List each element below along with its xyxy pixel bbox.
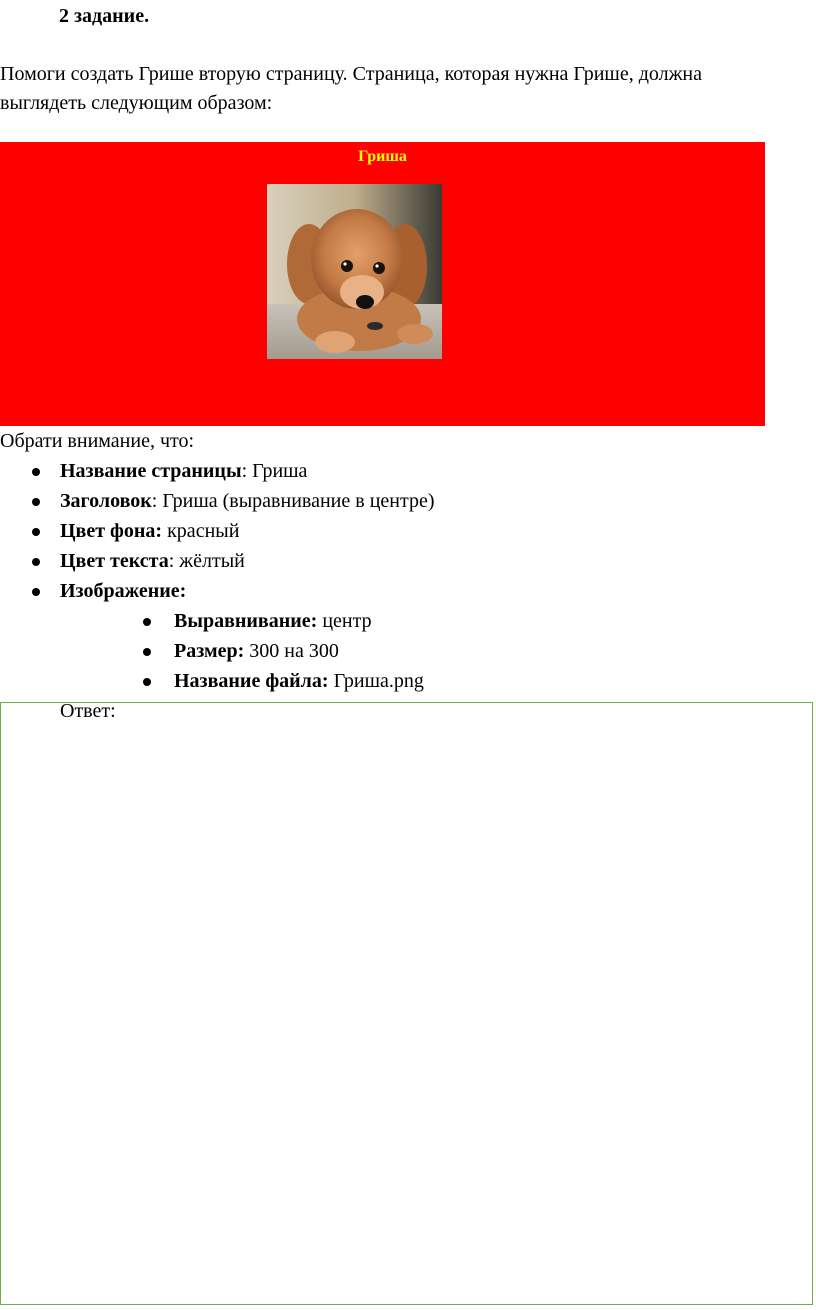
sublist-bullet xyxy=(143,648,151,656)
item-value: красный xyxy=(167,520,240,542)
item-label: Цвет текста xyxy=(60,550,169,572)
list-item: Заголовок: Гриша (выравнивание в центре) xyxy=(60,490,435,512)
sublist-item xyxy=(174,670,424,693)
item-label: Выравнивание: xyxy=(174,610,318,632)
preview-heading: Гриша xyxy=(358,148,407,165)
intro-text: Помоги создать Грише вторую страницу. Страница, которая нужна Грише, должна выглядеть следующим образом: xyxy=(0,63,702,114)
list-bullet xyxy=(32,468,40,476)
list-item: Цвет текста: жёлтый xyxy=(60,550,245,572)
item-value: центр xyxy=(322,610,372,632)
list-bullet xyxy=(32,528,40,536)
sublist-bullet xyxy=(143,678,151,686)
item-label: Изображение: xyxy=(60,580,187,602)
list-bullet xyxy=(32,558,40,566)
item-value: жёлтый xyxy=(179,550,245,572)
note-text: Обрати внимание, что: xyxy=(0,430,195,452)
item-label: Название файла: xyxy=(174,670,329,692)
item-value: 300 на 300 xyxy=(249,640,339,662)
page-preview xyxy=(0,142,765,426)
list-item xyxy=(60,580,186,603)
list-bullet xyxy=(32,588,40,596)
item-label: Заголовок xyxy=(60,490,152,512)
item-label: Размер: xyxy=(174,640,245,662)
puppy-photo xyxy=(267,184,442,359)
task-title: 2 задание. xyxy=(59,5,150,27)
item-value: Гриша (выравнивание в центре) xyxy=(162,490,435,512)
sublist-item xyxy=(174,610,372,633)
answer-label: Ответ: xyxy=(60,700,116,722)
list-item: Название страницы: Гриша xyxy=(60,460,308,482)
item-label: Цвет фона: xyxy=(60,520,163,542)
item-value: Гриша.png xyxy=(333,670,424,692)
list-item xyxy=(60,520,239,543)
sublist-bullet xyxy=(143,618,151,626)
item-value: Гриша xyxy=(252,460,308,482)
list-bullet xyxy=(32,498,40,506)
item-label: Название страницы xyxy=(60,460,242,482)
answer-box[interactable] xyxy=(0,702,813,1305)
sublist-item xyxy=(174,640,339,663)
